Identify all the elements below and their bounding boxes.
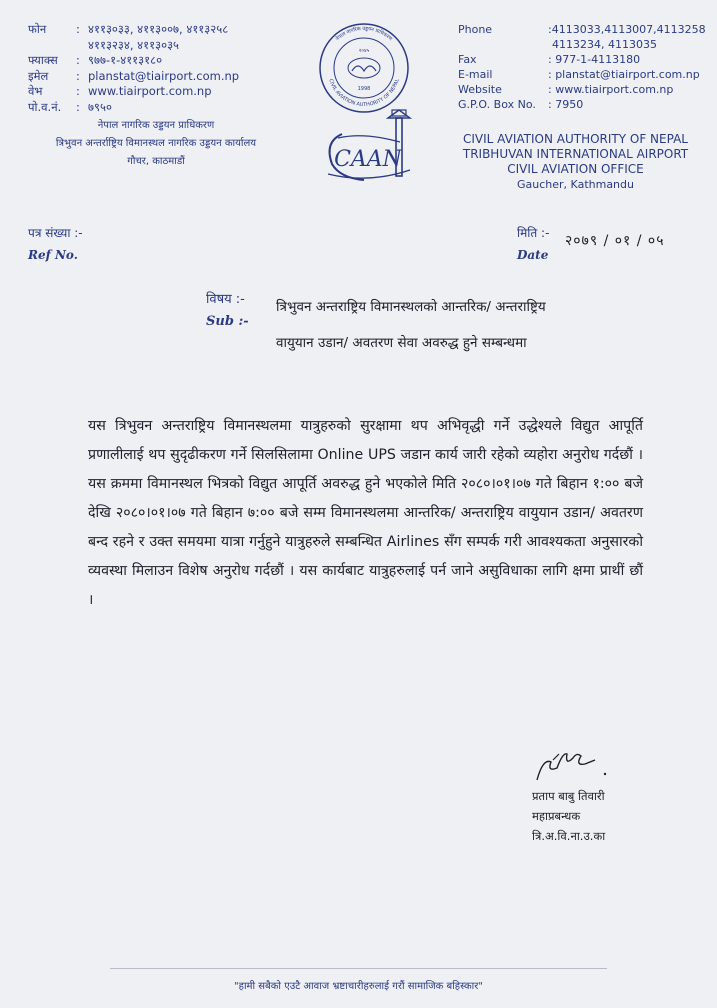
footer-divider: [110, 968, 607, 969]
date-label-np: मिति :-: [517, 226, 550, 240]
web-value-np: www.tiairport.com.np: [88, 84, 212, 98]
org-name-np: नेपाल नागरिक उड्डयन प्राधिकरण त्रिभुवन अन्तर्राष्ट्रिय विमानस्थल नागरिक उड्डयन कार्यालय गौचर, काठमाडौं: [55, 120, 257, 167]
email-label-en: E-mail: [458, 68, 493, 81]
pobox-value-en: : 7950: [548, 98, 584, 111]
ref-label-np: पत्र संख्या :-: [28, 226, 83, 240]
pobox-row-en: [458, 97, 706, 112]
email-value-en: : planstat@tiairport.com.np: [548, 68, 700, 81]
fax-value-np: ९७७-१-४११३१८०: [88, 53, 163, 67]
signature: [533, 752, 613, 790]
subject-line-2: वायुयान उडान/ अवतरण सेवा अवरुद्ध हुने सम्बन्धमा: [276, 335, 527, 351]
svg-text:२०४५: २०४५: [358, 48, 370, 54]
phone-value-en: :4113033,4113007,4113258: [548, 23, 706, 36]
email-row-en: [458, 67, 706, 82]
phone-value-np: ४११३०३३, ४११३००७, ४११३२५८: [88, 22, 229, 36]
pobox-label-np: पो.व.नं.: [28, 99, 62, 114]
caan-logo: [298, 18, 428, 197]
caan-seal-icon: [298, 18, 428, 193]
seal-text: CIVIL AVIATION AUTHORITY OF NEPAL: [327, 78, 401, 109]
web-value-en: : www.tiairport.com.np: [548, 83, 674, 96]
footer-slogan: "हामी सबैको एउटै आवाज भ्रष्टाचारीहरुलाई गरौं सामाजिक बहिस्कार": [234, 981, 483, 992]
phone-row-en: [458, 22, 706, 37]
subject-label-np: विषय :-: [206, 292, 245, 307]
fax-label-en: Fax: [458, 53, 477, 66]
pobox-value-np: ७९५०: [88, 99, 112, 114]
email-label-np: इमेल: [28, 68, 49, 83]
fax-row-en: [458, 52, 706, 67]
svg-text:1998: 1998: [357, 86, 371, 92]
signatory-title: महाप्रबन्धक: [532, 809, 581, 823]
web-row-np: वेभ : www.tiairport.com.np: [28, 84, 212, 98]
phone-value-en-2: 4113234, 4113035: [552, 38, 657, 51]
signatory-name: प्रताप बाबु तिवारी: [532, 789, 605, 803]
fax-row-np: फ्याक्स : ९७७-१-४११३१८०: [28, 53, 163, 67]
email-value-np: planstat@tiairport.com.np: [88, 68, 240, 83]
web-label-np: वेभ: [28, 84, 43, 98]
subject-line-1: त्रिभुवन अन्तराष्ट्रिय विमानस्थलको आन्तरिक/ अन्तराष्ट्रिय: [276, 299, 546, 315]
web-label-en: Website: [458, 83, 502, 96]
svg-text:नेपाल नागरिक उड्डयन प्राधिकरण: नेपाल नागरिक उड्डयन प्राधिकरण: [334, 25, 394, 43]
pobox-row-np: पो.व.नं. : ७९५०: [28, 99, 112, 114]
phone-value-np-2: ४११३२३४, ४११३०३५: [88, 37, 180, 52]
ref-label-en: Ref No.: [28, 248, 78, 262]
letter-body: यस त्रिभुवन अन्तराष्ट्रिय विमानस्थलमा यात्रुहरुको सुरक्षामा थप अभिवृद्धी गर्ने उद्धेश्यले विद्युत आपूर्ति प्रणालीलाई थप सुदृढीकरण गर्ने सिलसिलामा Online UPS जडान कार्य जारी रहेको व्यहोरा अनुरोध गर्दछौं । यस क्रममा विमानस्थल भित्रको विद्युत आपूर्ति अवरुद्ध हुने भएकोले मिति २०८०।०१।०७ गते बिहान १:०० बजे देखि २०८०।०१।०७ गते बिहान ७:०० बजे सम्म विमानस्थलमा आन्तरिक/ अन्तराष्ट्रिय वायुयान उडान/ अवतरण बन्द रहने र उक्त समयमा यात्रा गर्नुहुने यात्रुहरुले सम्बन्धित Airlines सँग सम्पर्क गरी आवश्यकता अनुसारको व्यवस्था मिलाउन विशेष अनुरोध गर्दछौं । यस कार्यबाट यात्रुहरुलाई पर्न जाने असुविधाका लागि क्षमा प्राथीं छौं ।: [88, 418, 643, 608]
phone-row-np: फोन : ४११३०३३, ४११३००७, ४११३२५८: [28, 22, 229, 36]
fax-label-np: फ्याक्स: [28, 53, 58, 67]
subject-text: [266, 289, 646, 361]
caan-logo-text: CAAN: [334, 147, 402, 172]
date-label-en: Date: [517, 248, 549, 262]
web-row-en: [458, 82, 706, 97]
fax-value-en: : 977-1-4113180: [548, 53, 641, 66]
letterhead-left: [28, 22, 284, 171]
org-name-en: CIVIL AVIATION AUTHORITY OF NEPAL TRIBHUVAN INTERNATIONAL AIRPORT CIVIL AVIATION OFFICE Gaucher, Kathmandu: [462, 132, 689, 191]
email-row-np: इमेल : planstat@tiairport.com.np: [28, 68, 240, 83]
date-value: २०७९ / ०१ / ०५: [565, 233, 665, 249]
letterhead-right: [458, 22, 706, 112]
signatory-block: [532, 786, 605, 846]
signature-icon: [533, 752, 613, 786]
pobox-label-en: G.P.O. Box No.: [458, 98, 536, 111]
phone-label-en: Phone: [458, 23, 493, 36]
subject-label-en: Sub :-: [206, 314, 249, 329]
signatory-office: त्रि.अ.वि.ना.उ.का: [532, 829, 606, 843]
phone-label-np: फोन: [28, 22, 47, 36]
